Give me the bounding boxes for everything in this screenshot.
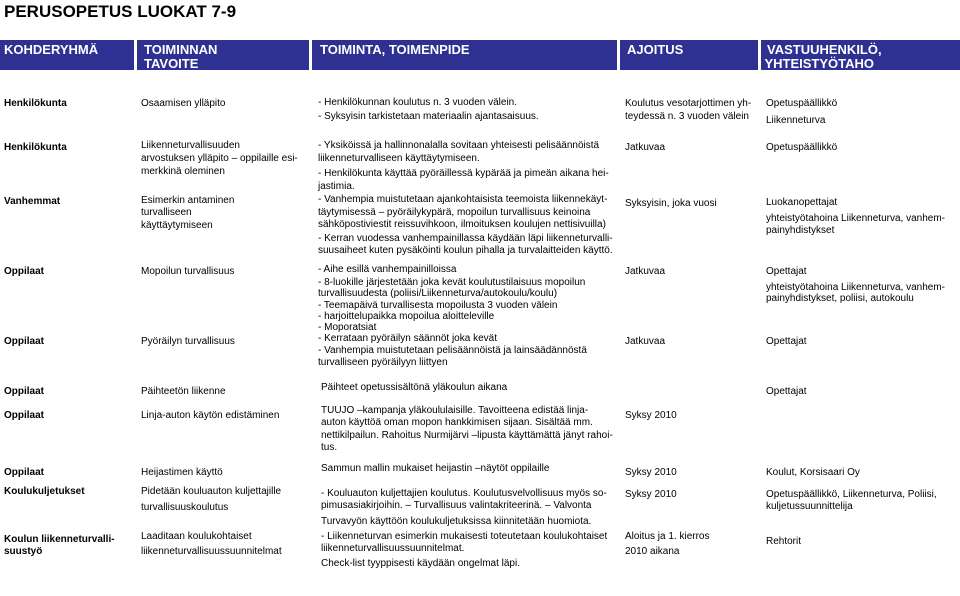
row-target-group: Koulun liikenneturvalli- [4, 534, 115, 545]
row-target-group: Oppilaat [4, 467, 45, 478]
row-goal: Liikenneturvallisuuden [141, 140, 240, 151]
row-action: - Syksyisin tarkistetaan materiaalin ajantasaisuus. [318, 111, 539, 122]
col-header-target-group: KOHDERYHMÄ [4, 42, 99, 57]
row-goal: Päihteetön liikenne [141, 386, 226, 397]
row-target-group: Oppilaat [4, 410, 45, 421]
row-action: jastimia. [318, 181, 355, 192]
row-responsible: Opetuspäällikkö [766, 98, 838, 109]
row-timing: Syksy 2010 [625, 410, 677, 421]
row-timing: Aloitus ja 1. kierros [625, 531, 710, 542]
row-timing: Syksyisin, joka vuosi [625, 198, 717, 209]
row-responsible: Luokanopettajat [766, 197, 838, 208]
row-timing: 2010 aikana [625, 546, 680, 557]
row-action: - Aihe esillä vanhempainilloissa [318, 264, 457, 275]
row-action: - Henkilökunnan koulutus n. 3 vuoden välein. [318, 97, 518, 108]
row-responsible: Liikenneturva [766, 115, 826, 126]
row-goal: Mopoilun turvallisuus [141, 266, 235, 277]
col-header-goal: TOIMINNAN [144, 42, 218, 57]
row-goal: Pyöräilyn turvallisuus [141, 336, 235, 347]
row-goal: turvalliseen [141, 207, 192, 218]
row-goal: Laaditaan koulukohtaiset [141, 531, 252, 542]
row-goal: merkkinä oleminen [141, 166, 225, 177]
row-action: pimusasiakirjoihin. – Turvallisuus valintakriteerinä. – Valvonta [321, 500, 592, 511]
row-goal: Linja-auton käytön edistäminen [141, 410, 280, 421]
row-action: tus. [321, 442, 338, 453]
row-responsible: Opettajat [766, 386, 807, 397]
row-action: - Vanhempia muistutetaan pelisäännöistä ja lainsäädännöstä [318, 345, 587, 356]
row-responsible: painyhdistykset [766, 225, 835, 236]
row-timing: Syksy 2010 [625, 489, 677, 500]
table-header [620, 40, 758, 70]
row-responsible: Opettajat [766, 266, 807, 277]
row-goal: arvostuksen ylläpito – oppilaille esi- [141, 153, 298, 164]
row-action: - Teemapäivä turvallisesta mopoilusta 3 vuoden välein [318, 300, 558, 311]
row-action: nettikilpailun. Rahoitus Nurmijärvi –lipusta käyttämättä jänyt rahoi- [321, 430, 613, 441]
row-goal: Pidetään kouluauton kuljettajille [141, 486, 282, 497]
page-title: PERUSOPETUS LUOKAT 7-9 [4, 2, 237, 21]
row-action: sähköpostiviestit reissuvihkoon, ilmoituksen koulujen nettisivuilla) [318, 219, 606, 230]
row-action: liikenneturvallisuussuunnitelmat. [321, 543, 465, 554]
row-action: turvalliseen pyöräilyyn liittyen [318, 357, 448, 368]
row-action: suusaiheet kuten pysäköinti koulun pihalla ja turvalaitteiden käyttö. [318, 245, 613, 256]
row-goal: Esimerkin antaminen [141, 195, 235, 206]
col-header-goal-2: TAVOITE [144, 56, 199, 71]
row-responsible: Koulut, Korsisaari Oy [766, 467, 860, 478]
row-goal: Osaamisen ylläpito [141, 98, 226, 109]
row-target-group: Oppilaat [4, 336, 45, 347]
row-responsible: yhteistyötahoina Liikenneturva, vanhem- [766, 213, 945, 224]
row-responsible: Rehtorit [766, 536, 802, 547]
row-action: - Liikenneturvan esimerkin mukaisesti toteutetaan koulukohtaiset [321, 531, 608, 542]
row-responsible: yhteistyötahoina Liikenneturva, vanhem- [766, 282, 945, 293]
row-action: täytymisessä – pyöräilykypärä, mopoilun turvallisuus keinoina [318, 207, 591, 218]
row-action: - 8-luokille järjestetään joka kevät koulutustilaisuus mopoilun [318, 277, 586, 288]
row-responsible: Opettajat [766, 336, 807, 347]
row-action: - Kouluauton kuljettajien koulutus. Koulutusvelvollisuus myös so- [321, 488, 607, 499]
row-target-group: Henkilökunta [4, 142, 67, 153]
row-timing: Jatkuvaa [625, 142, 666, 153]
row-target-group: Vanhemmat [4, 196, 61, 207]
row-action: - Kerran vuodessa vanhempainillassa käydään läpi liikenneturvalli- [318, 233, 613, 244]
col-header-responsible: VASTUUHENKILÖ, [767, 42, 882, 57]
row-action: Sammun mallin mukaiset heijastin –näytöt oppilaille [321, 463, 550, 474]
row-action: Päihteet opetussisältönä yläkoulun aikana [321, 382, 508, 393]
row-action: Turvavyön käyttöön koulukuljetuksissa kiinnitetään huomiota. [321, 516, 592, 527]
col-header-responsible-2: YHTEISTYÖTAHO [764, 56, 874, 71]
table-header [137, 40, 309, 70]
row-target-group: Koulukuljetukset [4, 486, 85, 497]
row-action: - Vanhempia muistutetaan ajankohtaisista teemoista liikennekäyt- [318, 194, 608, 205]
row-responsible: kuljetussuunnittelija [766, 501, 853, 512]
row-action: - Kerrataan pyöräilyn säännöt joka kevät [318, 333, 497, 344]
row-target-group: Henkilökunta [4, 98, 67, 109]
row-timing: Jatkuvaa [625, 266, 666, 277]
row-responsible: Opetuspäällikkö, Liikenneturva, Poliisi, [766, 489, 937, 500]
row-goal: turvallisuuskoulutus [141, 502, 229, 513]
col-header-timing: AJOITUS [627, 42, 684, 57]
table-header [761, 40, 960, 70]
row-action: - Yksiköissä ja hallinnonalalla sovitaan yhteisesti pelisäännöistä [318, 140, 600, 151]
row-action: - Henkilökunta käyttää pyöräillessä kypärää ja pimeän aikana hei- [318, 168, 609, 179]
row-responsible: Opetuspäällikkö [766, 142, 838, 153]
table-header [312, 40, 617, 70]
row-action: liikenneturvalliseen käyttäytymiseen. [318, 153, 480, 164]
row-action: TUUJO –kampanja yläkoululaisille. Tavoitteena edistää linja- [321, 405, 589, 416]
row-goal: liikenneturvallisuussuunnitelmat [141, 546, 282, 557]
table-header [0, 40, 134, 70]
row-action: Check-list tyyppisesti käydään ongelmat läpi. [321, 558, 520, 569]
row-target-group-2: suustyö [4, 546, 43, 557]
row-timing: Jatkuvaa [625, 336, 666, 347]
row-goal: Heijastimen käyttö [141, 467, 223, 478]
row-action: - Moporatsiat [318, 322, 377, 333]
row-goal: käyttäytymiseen [141, 220, 213, 231]
row-target-group: Oppilaat [4, 266, 45, 277]
row-action: auton käyttöä oman mopon hankkimisen sijaan. Sisältää mm. [321, 417, 593, 428]
row-timing: Syksy 2010 [625, 467, 677, 478]
row-target-group: Oppilaat [4, 386, 45, 397]
row-timing: teydessä n. 3 vuoden välein [625, 111, 749, 122]
col-header-action: TOIMINTA, TOIMENPIDE [320, 42, 470, 57]
row-action: turvallisuudesta (poliisi/Liikenneturva/autokoulu/koulu) [318, 288, 558, 299]
row-action: - harjoittelupaikka mopoilua aloitteleville [318, 311, 495, 322]
row-responsible: painyhdistykset, poliisi, autokoulu [766, 293, 914, 304]
row-timing: Koulutus vesotarjottimen yh- [625, 98, 752, 109]
